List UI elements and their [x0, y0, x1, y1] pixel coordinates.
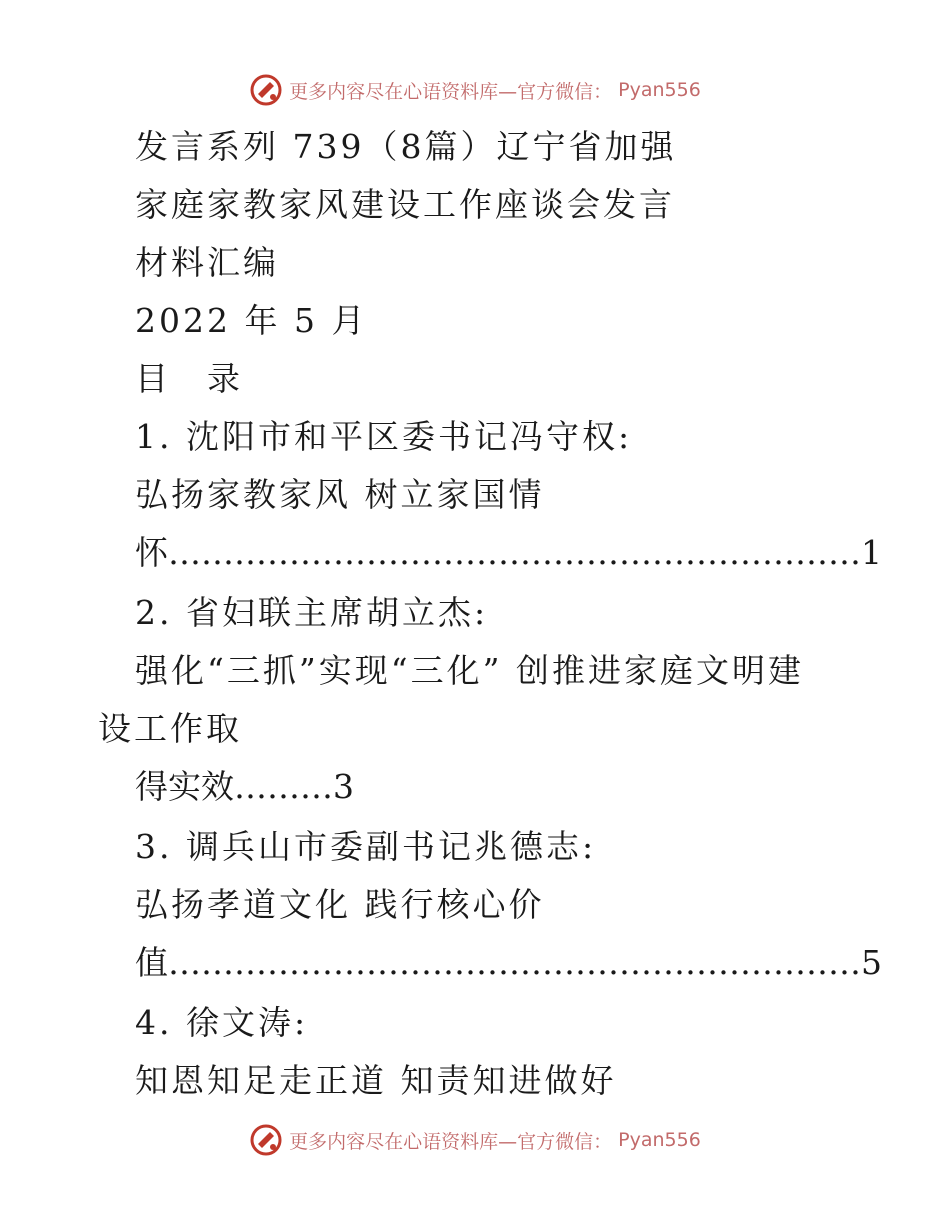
toc-item-4-author: 4. 徐文涛:	[135, 1003, 309, 1042]
doc-date: 2022 年 5 月	[135, 301, 368, 340]
toc-item-3-title: 弘扬孝道文化 践行核心价	[135, 885, 545, 924]
doc-title-line-3: 材料汇编	[135, 243, 279, 282]
toc-item-1-author: 1. 沈阳市和平区委书记冯守权:	[135, 417, 633, 456]
doc-title-line-1: 发言系列 739（8篇）辽宁省加强	[135, 127, 677, 166]
watermark-wechat-id: Pyan556	[618, 79, 701, 101]
brand-logo-icon	[249, 1123, 283, 1157]
toc-item-3-page: 值………………………………………………………5	[135, 943, 882, 982]
toc-item-2-page: 得实效………3	[135, 767, 354, 806]
toc-item-2-title-cont: 设工作取	[98, 709, 242, 748]
toc-item-2-title: 强化“三抓”实现“三化” 创推进家庭文明建	[135, 651, 804, 690]
watermark-banner-bottom	[0, 1120, 950, 1160]
toc-item-1-page: 怀………………………………………………………1	[135, 533, 882, 572]
watermark-banner-top	[0, 70, 950, 110]
watermark-text: 更多内容尽在心语资料库—官方微信：	[289, 80, 613, 103]
toc-item-1-title: 弘扬家教家风 树立家国情	[135, 475, 545, 514]
toc-heading: 目 录	[135, 359, 243, 398]
watermark-wechat-id: Pyan556	[618, 1129, 701, 1151]
doc-title-line-2: 家庭家教家风建设工作座谈会发言	[135, 185, 675, 224]
toc-item-3-author: 3. 调兵山市委副书记兆德志:	[135, 827, 597, 866]
toc-item-4-title: 知恩知足走正道 知责知进做好	[135, 1061, 617, 1100]
toc-item-2-author: 2. 省妇联主席胡立杰:	[135, 593, 489, 632]
watermark-text: 更多内容尽在心语资料库—官方微信：	[289, 1130, 613, 1153]
brand-logo-icon	[249, 73, 283, 107]
